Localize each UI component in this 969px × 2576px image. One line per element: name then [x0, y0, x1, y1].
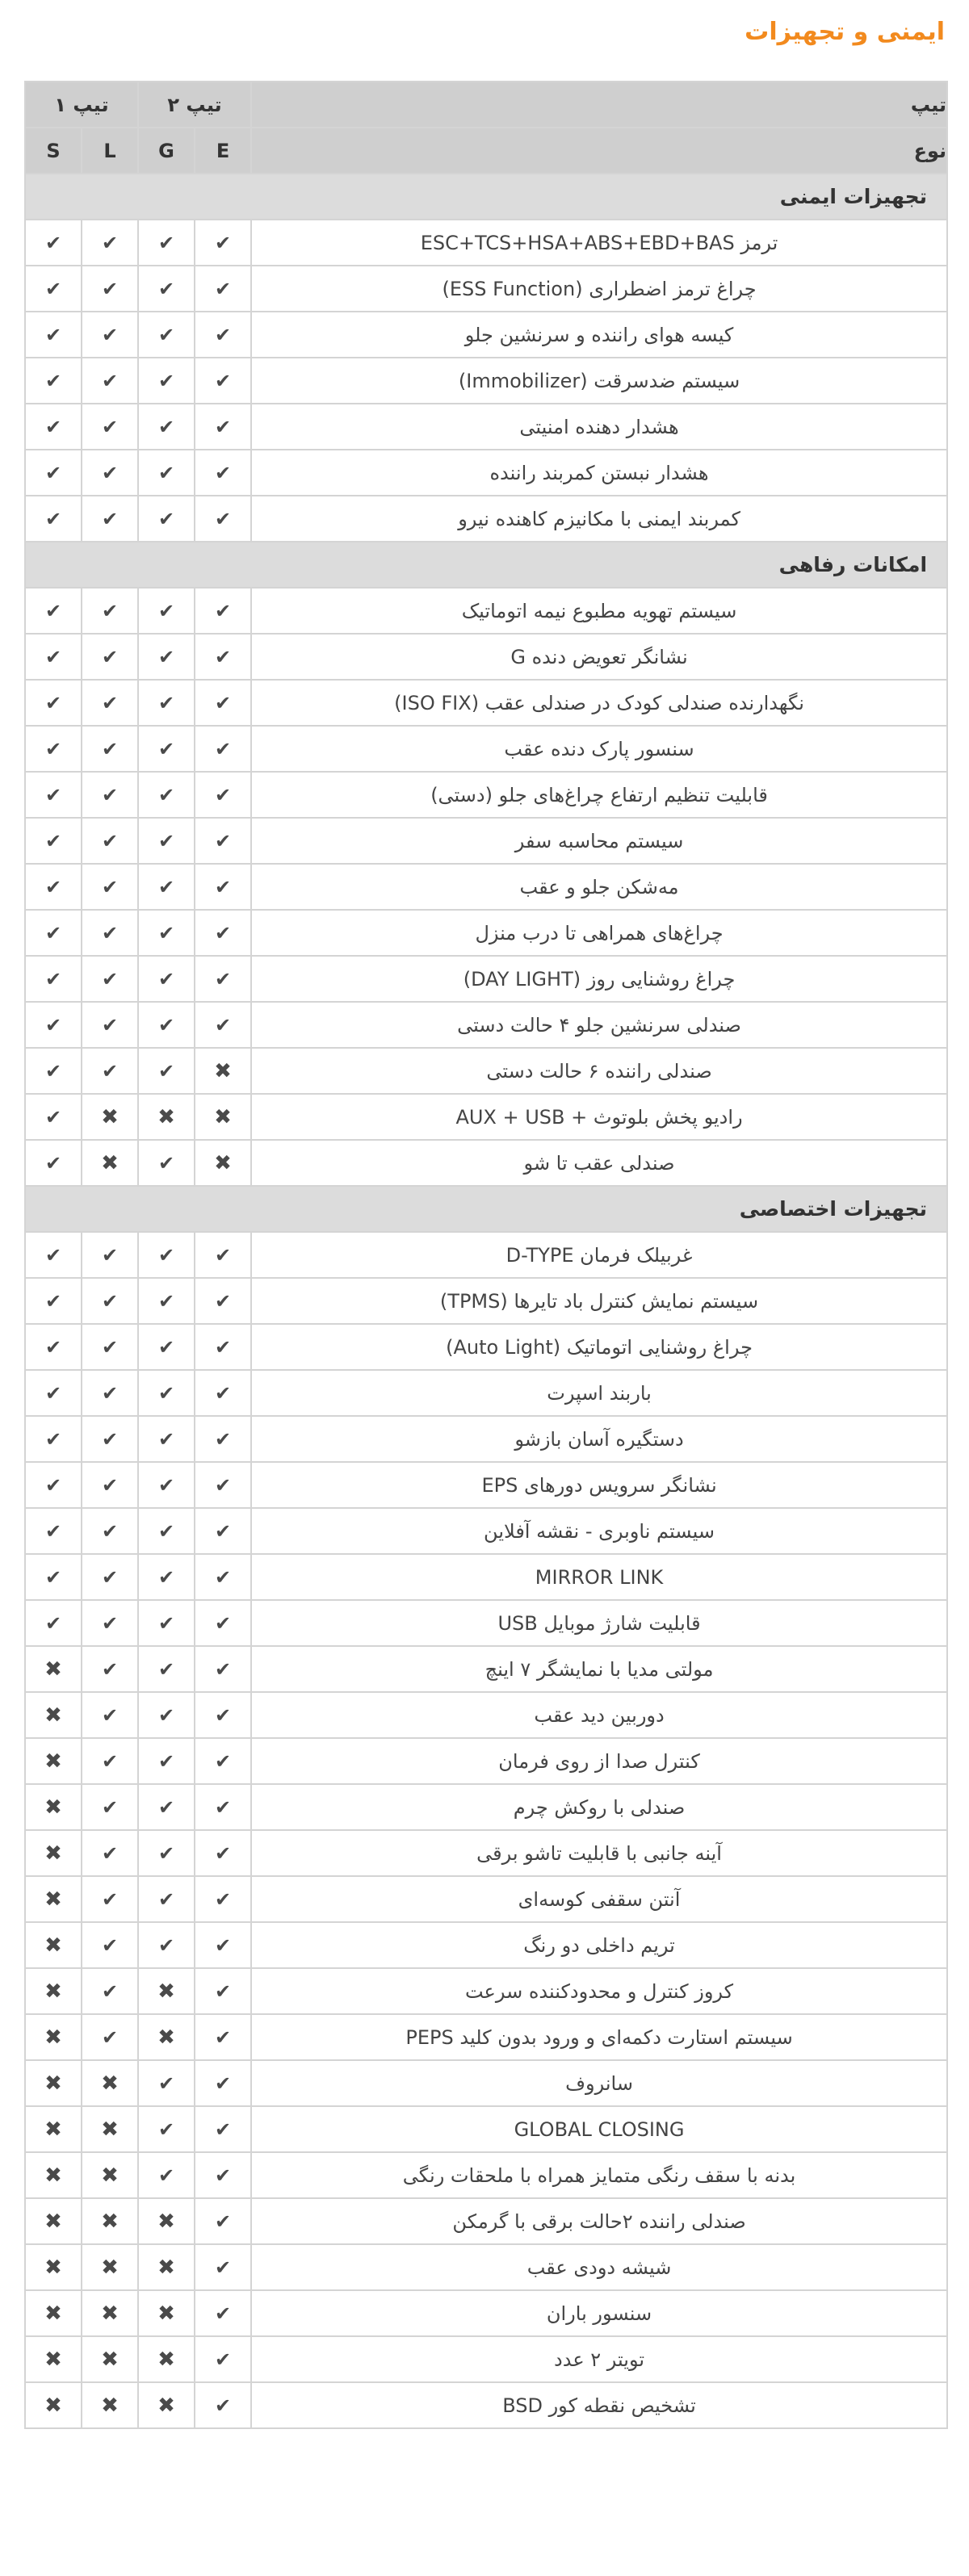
feature-row	[25, 1094, 947, 1140]
feature-row	[25, 266, 947, 312]
check-icon: ✔	[25, 1324, 82, 1370]
check-icon: ✔	[195, 1370, 251, 1416]
feature-label: باربند اسپرت	[251, 1370, 947, 1416]
check-icon: ✔	[195, 1968, 251, 2014]
variant-header-l: L	[82, 128, 138, 174]
feature-label: ترمز ESC+TCS+HSA+ABS+EBD+BAS	[251, 220, 947, 266]
check-icon: ✔	[195, 1646, 251, 1692]
cross-icon: ✖	[25, 2106, 82, 2152]
feature-row	[25, 450, 947, 496]
check-icon: ✔	[138, 496, 195, 542]
check-icon: ✔	[25, 404, 82, 450]
cross-icon: ✖	[25, 2060, 82, 2106]
cross-icon: ✖	[25, 2152, 82, 2198]
check-icon: ✔	[195, 772, 251, 818]
cross-icon: ✖	[138, 2290, 195, 2336]
cross-icon: ✖	[138, 2014, 195, 2060]
variant-label: نوع	[251, 128, 947, 174]
check-icon: ✔	[82, 266, 138, 312]
check-icon: ✔	[138, 1646, 195, 1692]
check-icon: ✔	[195, 680, 251, 726]
feature-label: تریم داخلی دو رنگ	[251, 1922, 947, 1968]
feature-label: صندلی با روکش چرم	[251, 1784, 947, 1830]
check-icon: ✔	[138, 2060, 195, 2106]
check-icon: ✔	[138, 1692, 195, 1738]
feature-label: صندلی راننده ۲حالت برقی با گرمکن	[251, 2198, 947, 2244]
feature-label: مه‌شکن جلو و عقب	[251, 864, 947, 910]
feature-row	[25, 1922, 947, 1968]
check-icon: ✔	[195, 1830, 251, 1876]
check-icon: ✔	[138, 220, 195, 266]
feature-label: سیستم ناوبری - نقشه آفلاین	[251, 1508, 947, 1554]
check-icon: ✔	[82, 1646, 138, 1692]
check-icon: ✔	[138, 1324, 195, 1370]
check-icon: ✔	[138, 1370, 195, 1416]
feature-label: سیستم نمایش کنترل باد تایرها (TPMS)	[251, 1278, 947, 1324]
feature-row	[25, 2198, 947, 2244]
cross-icon: ✖	[138, 1094, 195, 1140]
check-icon: ✔	[195, 1462, 251, 1508]
check-icon: ✔	[82, 1554, 138, 1600]
feature-row	[25, 1508, 947, 1554]
feature-label: سانروف	[251, 2060, 947, 2106]
check-icon: ✔	[25, 496, 82, 542]
cross-icon: ✖	[25, 2198, 82, 2244]
check-icon: ✔	[82, 1876, 138, 1922]
feature-row	[25, 1554, 947, 1600]
feature-label: تشخیص نقطه کور BSD	[251, 2382, 947, 2428]
feature-row	[25, 588, 947, 634]
check-icon: ✔	[25, 358, 82, 404]
check-icon: ✔	[195, 2060, 251, 2106]
feature-label: کمربند ایمنی با مکانیزم کاهنده نیرو	[251, 496, 947, 542]
check-icon: ✔	[25, 266, 82, 312]
check-icon: ✔	[82, 404, 138, 450]
feature-row	[25, 1278, 947, 1324]
check-icon: ✔	[25, 1140, 82, 1186]
cross-icon: ✖	[195, 1140, 251, 1186]
feature-label: تویتر ۲ عدد	[251, 2336, 947, 2382]
check-icon: ✔	[195, 1692, 251, 1738]
check-icon: ✔	[25, 1600, 82, 1646]
feature-row	[25, 2106, 947, 2152]
feature-row	[25, 1416, 947, 1462]
feature-label: آنتن سقفی کوسه‌ای	[251, 1876, 947, 1922]
section-header-row	[25, 174, 947, 220]
check-icon: ✔	[82, 2014, 138, 2060]
check-icon: ✔	[195, 1278, 251, 1324]
cross-icon: ✖	[25, 1876, 82, 1922]
check-icon: ✔	[138, 1922, 195, 1968]
check-icon: ✔	[138, 772, 195, 818]
cross-icon: ✖	[82, 1094, 138, 1140]
check-icon: ✔	[195, 312, 251, 358]
cross-icon: ✖	[82, 2060, 138, 2106]
feature-row	[25, 2290, 947, 2336]
check-icon: ✔	[195, 266, 251, 312]
check-icon: ✔	[195, 1232, 251, 1278]
feature-row	[25, 1140, 947, 1186]
cross-icon: ✖	[195, 1048, 251, 1094]
check-icon: ✔	[195, 358, 251, 404]
feature-row	[25, 2382, 947, 2428]
check-icon: ✔	[25, 1462, 82, 1508]
feature-row	[25, 312, 947, 358]
check-icon: ✔	[195, 2290, 251, 2336]
feature-label: صندلی سرنشین جلو ۴ حالت دستی	[251, 1002, 947, 1048]
check-icon: ✔	[82, 1048, 138, 1094]
check-icon: ✔	[195, 1738, 251, 1784]
check-icon: ✔	[138, 1784, 195, 1830]
check-icon: ✔	[195, 1508, 251, 1554]
check-icon: ✔	[195, 2382, 251, 2428]
cross-icon: ✖	[82, 2152, 138, 2198]
feature-label: نشانگر سرویس دورهای EPS	[251, 1462, 947, 1508]
cross-icon: ✖	[82, 2244, 138, 2290]
feature-label: دوربین دید عقب	[251, 1692, 947, 1738]
feature-row	[25, 1232, 947, 1278]
cross-icon: ✖	[138, 2336, 195, 2382]
check-icon: ✔	[82, 1784, 138, 1830]
check-icon: ✔	[138, 910, 195, 956]
cross-icon: ✖	[82, 2290, 138, 2336]
feature-label: کیسه هوای راننده و سرنشین جلو	[251, 312, 947, 358]
cross-icon: ✖	[25, 1784, 82, 1830]
check-icon: ✔	[82, 1002, 138, 1048]
check-icon: ✔	[195, 956, 251, 1002]
check-icon: ✔	[195, 1002, 251, 1048]
cross-icon: ✖	[25, 1738, 82, 1784]
cross-icon: ✖	[25, 2014, 82, 2060]
check-icon: ✔	[82, 588, 138, 634]
check-icon: ✔	[138, 1554, 195, 1600]
feature-label: آینه جانبی با قابلیت تاشو برقی	[251, 1830, 947, 1876]
section-title: امکانات رفاهی	[25, 542, 947, 588]
feature-row	[25, 1370, 947, 1416]
check-icon: ✔	[138, 818, 195, 864]
check-icon: ✔	[195, 864, 251, 910]
feature-row	[25, 680, 947, 726]
feature-label: سیستم استارت دکمه‌ای و ورود بدون کلید PEPS	[251, 2014, 947, 2060]
feature-label: سنسور باران	[251, 2290, 947, 2336]
check-icon: ✔	[195, 726, 251, 772]
cross-icon: ✖	[138, 1968, 195, 2014]
feature-row	[25, 1646, 947, 1692]
feature-label: رادیو پخش بلوتوث + AUX + USB	[251, 1094, 947, 1140]
check-icon: ✔	[82, 1692, 138, 1738]
feature-row	[25, 1002, 947, 1048]
check-icon: ✔	[25, 818, 82, 864]
feature-row	[25, 2244, 947, 2290]
check-icon: ✔	[25, 1554, 82, 1600]
check-icon: ✔	[138, 1048, 195, 1094]
variant-header-row	[25, 128, 947, 174]
type-label: تیپ	[251, 82, 947, 128]
feature-label: چراغ ترمز اضطراری (ESS Function)	[251, 266, 947, 312]
variant-header-e: E	[195, 128, 251, 174]
feature-label: صندلی عقب تا شو	[251, 1140, 947, 1186]
check-icon: ✔	[138, 588, 195, 634]
check-icon: ✔	[25, 910, 82, 956]
check-icon: ✔	[82, 1830, 138, 1876]
check-icon: ✔	[25, 588, 82, 634]
feature-row	[25, 2014, 947, 2060]
feature-row	[25, 1830, 947, 1876]
feature-label: چراغ روشنایی اتوماتیک (Auto Light)	[251, 1324, 947, 1370]
feature-row	[25, 1324, 947, 1370]
check-icon: ✔	[82, 1922, 138, 1968]
cross-icon: ✖	[25, 1692, 82, 1738]
check-icon: ✔	[138, 266, 195, 312]
feature-label: مولتی مدیا با نمایشگر ۷ اینچ	[251, 1646, 947, 1692]
check-icon: ✔	[195, 1922, 251, 1968]
variant-header-g: G	[138, 128, 195, 174]
check-icon: ✔	[138, 1508, 195, 1554]
check-icon: ✔	[25, 1232, 82, 1278]
feature-label: کروز کنترل و محدودکننده سرعت	[251, 1968, 947, 2014]
feature-label: نگهدارنده صندلی کودک در صندلی عقب (ISO FIX)	[251, 680, 947, 726]
feature-label: سیستم تهویه مطبوع نیمه اتوماتیک	[251, 588, 947, 634]
page-title: ایمنی و تجهیزات	[745, 18, 945, 46]
check-icon: ✔	[82, 1462, 138, 1508]
check-icon: ✔	[82, 634, 138, 680]
check-icon: ✔	[82, 1416, 138, 1462]
check-icon: ✔	[195, 634, 251, 680]
check-icon: ✔	[25, 1508, 82, 1554]
check-icon: ✔	[25, 1094, 82, 1140]
check-icon: ✔	[25, 312, 82, 358]
feature-label: قابلیت شارژ موبایل USB	[251, 1600, 947, 1646]
cross-icon: ✖	[25, 1968, 82, 2014]
check-icon: ✔	[82, 1600, 138, 1646]
check-icon: ✔	[82, 1324, 138, 1370]
check-icon: ✔	[138, 1600, 195, 1646]
feature-row	[25, 1738, 947, 1784]
check-icon: ✔	[138, 1140, 195, 1186]
check-icon: ✔	[25, 1370, 82, 1416]
check-icon: ✔	[82, 496, 138, 542]
check-icon: ✔	[82, 680, 138, 726]
cross-icon: ✖	[25, 1830, 82, 1876]
check-icon: ✔	[195, 1784, 251, 1830]
check-icon: ✔	[195, 1876, 251, 1922]
check-icon: ✔	[82, 1508, 138, 1554]
check-icon: ✔	[25, 956, 82, 1002]
check-icon: ✔	[138, 634, 195, 680]
cross-icon: ✖	[82, 1140, 138, 1186]
check-icon: ✔	[138, 450, 195, 496]
check-icon: ✔	[138, 1278, 195, 1324]
feature-label: غربیلک فرمان D-TYPE	[251, 1232, 947, 1278]
check-icon: ✔	[138, 1416, 195, 1462]
check-icon: ✔	[25, 634, 82, 680]
check-icon: ✔	[25, 220, 82, 266]
feature-label: بدنه با سقف رنگی متمایز همراه با ملحقات رنگی	[251, 2152, 947, 2198]
check-icon: ✔	[138, 404, 195, 450]
check-icon: ✔	[195, 450, 251, 496]
feature-row	[25, 496, 947, 542]
cross-icon: ✖	[138, 2198, 195, 2244]
feature-row	[25, 1600, 947, 1646]
check-icon: ✔	[82, 1370, 138, 1416]
check-icon: ✔	[82, 312, 138, 358]
check-icon: ✔	[195, 2014, 251, 2060]
feature-label: نشانگر تعویض دنده G	[251, 634, 947, 680]
cross-icon: ✖	[82, 2198, 138, 2244]
cross-icon: ✖	[195, 1094, 251, 1140]
check-icon: ✔	[138, 358, 195, 404]
section-header-row	[25, 1186, 947, 1232]
feature-label: هشدار دهنده امنیتی	[251, 404, 947, 450]
feature-label: دستگیره آسان بازشو	[251, 1416, 947, 1462]
check-icon: ✔	[138, 2152, 195, 2198]
spec-table-body	[25, 174, 947, 2428]
feature-label: چراغ‌های همراهی تا درب منزل	[251, 910, 947, 956]
check-icon: ✔	[195, 2152, 251, 2198]
feature-row	[25, 404, 947, 450]
feature-row	[25, 2152, 947, 2198]
cross-icon: ✖	[25, 2290, 82, 2336]
check-icon: ✔	[195, 1416, 251, 1462]
check-icon: ✔	[82, 956, 138, 1002]
check-icon: ✔	[138, 1876, 195, 1922]
check-icon: ✔	[195, 1324, 251, 1370]
check-icon: ✔	[138, 1738, 195, 1784]
cross-icon: ✖	[25, 1646, 82, 1692]
check-icon: ✔	[138, 1830, 195, 1876]
check-icon: ✔	[195, 910, 251, 956]
cross-icon: ✖	[82, 2336, 138, 2382]
feature-row	[25, 1968, 947, 2014]
feature-row	[25, 2336, 947, 2382]
check-icon: ✔	[82, 1232, 138, 1278]
check-icon: ✔	[195, 1554, 251, 1600]
cross-icon: ✖	[82, 2106, 138, 2152]
group-header-type1: تیپ ۱	[25, 82, 138, 128]
section-title: تجهیزات ایمنی	[25, 174, 947, 220]
check-icon: ✔	[138, 1462, 195, 1508]
check-icon: ✔	[82, 358, 138, 404]
check-icon: ✔	[25, 1278, 82, 1324]
check-icon: ✔	[82, 220, 138, 266]
feature-label: MIRROR LINK	[251, 1554, 947, 1600]
feature-label: سیستم ضدسرقت (Immobilizer)	[251, 358, 947, 404]
check-icon: ✔	[195, 588, 251, 634]
check-icon: ✔	[25, 1048, 82, 1094]
cross-icon: ✖	[25, 2336, 82, 2382]
feature-label: سیستم محاسبه سفر	[251, 818, 947, 864]
check-icon: ✔	[25, 864, 82, 910]
cross-icon: ✖	[25, 2244, 82, 2290]
check-icon: ✔	[138, 2106, 195, 2152]
cross-icon: ✖	[25, 2382, 82, 2428]
feature-row	[25, 634, 947, 680]
feature-row	[25, 910, 947, 956]
section-header-row	[25, 542, 947, 588]
check-icon: ✔	[82, 1968, 138, 2014]
check-icon: ✔	[25, 450, 82, 496]
check-icon: ✔	[138, 956, 195, 1002]
check-icon: ✔	[82, 772, 138, 818]
check-icon: ✔	[138, 864, 195, 910]
check-icon: ✔	[195, 2198, 251, 2244]
type-header-row	[25, 82, 947, 128]
feature-row	[25, 1876, 947, 1922]
feature-row	[25, 1784, 947, 1830]
feature-row	[25, 1692, 947, 1738]
feature-row	[25, 220, 947, 266]
group-header-type2: تیپ ۲	[138, 82, 251, 128]
variant-header-s: S	[25, 128, 82, 174]
feature-row	[25, 1048, 947, 1094]
check-icon: ✔	[195, 818, 251, 864]
check-icon: ✔	[25, 772, 82, 818]
check-icon: ✔	[195, 404, 251, 450]
feature-row	[25, 818, 947, 864]
check-icon: ✔	[82, 1278, 138, 1324]
feature-label: GLOBAL CLOSING	[251, 2106, 947, 2152]
check-icon: ✔	[82, 726, 138, 772]
feature-label: قابلیت تنظیم ارتفاع چراغ‌های جلو (دستی)	[251, 772, 947, 818]
cross-icon: ✖	[138, 2244, 195, 2290]
check-icon: ✔	[82, 818, 138, 864]
section-title: تجهیزات اختصاصی	[25, 1186, 947, 1232]
check-icon: ✔	[138, 680, 195, 726]
check-icon: ✔	[138, 1232, 195, 1278]
check-icon: ✔	[195, 496, 251, 542]
feature-label: هشدار نبستن کمربند راننده	[251, 450, 947, 496]
check-icon: ✔	[138, 1002, 195, 1048]
check-icon: ✔	[82, 450, 138, 496]
check-icon: ✔	[195, 2336, 251, 2382]
check-icon: ✔	[25, 680, 82, 726]
feature-row	[25, 726, 947, 772]
check-icon: ✔	[82, 910, 138, 956]
check-icon: ✔	[138, 726, 195, 772]
feature-row	[25, 864, 947, 910]
feature-label: شیشه دودی عقب	[251, 2244, 947, 2290]
feature-label: کنترل صدا از روی فرمان	[251, 1738, 947, 1784]
check-icon: ✔	[82, 1738, 138, 1784]
check-icon: ✔	[195, 2106, 251, 2152]
feature-row	[25, 1462, 947, 1508]
check-icon: ✔	[195, 220, 251, 266]
cross-icon: ✖	[82, 2382, 138, 2428]
feature-label: صندلی راننده ۶ حالت دستی	[251, 1048, 947, 1094]
feature-label: چراغ روشنایی روز (DAY LIGHT)	[251, 956, 947, 1002]
check-icon: ✔	[138, 312, 195, 358]
check-icon: ✔	[82, 864, 138, 910]
check-icon: ✔	[195, 2244, 251, 2290]
check-icon: ✔	[25, 726, 82, 772]
feature-row	[25, 772, 947, 818]
feature-label: سنسور پارک دنده عقب	[251, 726, 947, 772]
cross-icon: ✖	[25, 1922, 82, 1968]
check-icon: ✔	[25, 1002, 82, 1048]
check-icon: ✔	[195, 1600, 251, 1646]
feature-row	[25, 358, 947, 404]
feature-row	[25, 956, 947, 1002]
check-icon: ✔	[25, 1416, 82, 1462]
cross-icon: ✖	[138, 2382, 195, 2428]
spec-table	[24, 81, 948, 2429]
feature-row	[25, 2060, 947, 2106]
